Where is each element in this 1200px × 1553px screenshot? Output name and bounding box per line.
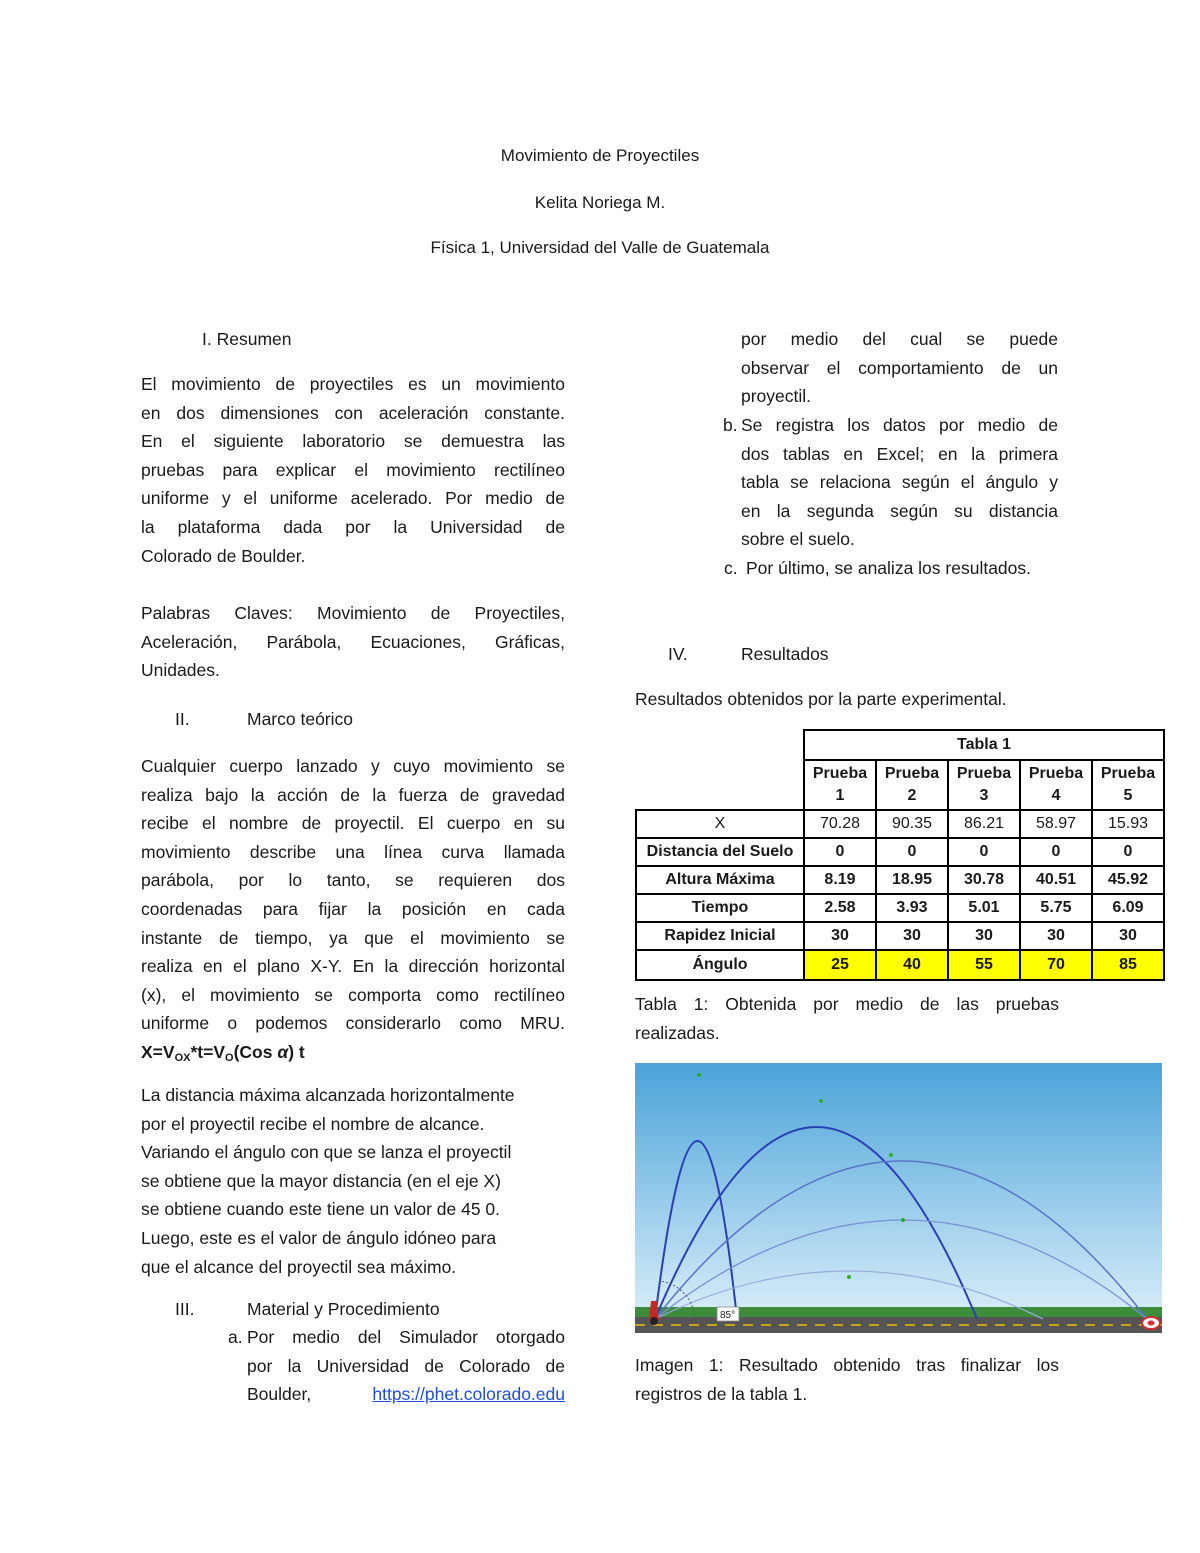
- table-row: [636, 922, 1164, 950]
- alcance-paragraph: [141, 1081, 565, 1281]
- resumen-line: en dos dimensiones con aceleración constante.: [141, 402, 565, 423]
- paper-title: Movimiento de Proyectiles: [500, 146, 700, 165]
- resumen-line: la plataforma dada por la Universidad de: [141, 516, 565, 537]
- column-header: Prueba 5: [1092, 760, 1164, 810]
- alpha-symbol: α: [277, 1041, 289, 1062]
- row-label: Ángulo: [636, 950, 804, 980]
- item-a-line: Por medio del Simulador otorgado: [247, 1327, 565, 1347]
- keywords-line: Palabras Claves: Movimiento de Proyectiles,: [141, 603, 565, 623]
- marco-number: II.: [175, 709, 190, 729]
- marco-heading: Marco teórico: [247, 709, 354, 729]
- item-a-marker: a.: [228, 1327, 243, 1347]
- table-cell: 2.58: [804, 894, 876, 922]
- column-header: Prueba 4: [1020, 760, 1092, 810]
- marco-line: realiza bajo la acción de la fuerza de gravedad: [141, 784, 565, 805]
- table-title-row: [636, 730, 1164, 760]
- table-caption-line: Tabla 1: Obtenida por medio de las pruebas: [635, 994, 1059, 1014]
- table-cell-highlight: 70: [1020, 950, 1092, 980]
- row-label: Distancia del Suelo: [636, 838, 804, 866]
- table-cell: 30: [1020, 922, 1092, 950]
- alcance-line: La distancia máxima alcanzada horizontalmente: [141, 1085, 515, 1105]
- table-cell: 70.28: [804, 810, 876, 838]
- table-cell: 0: [876, 838, 948, 866]
- item-b-line: tabla se relaciona según el ángulo y: [741, 472, 1058, 493]
- item-a-paragraph: [247, 1323, 565, 1409]
- table-cell-highlight: 55: [948, 950, 1020, 980]
- item-b-line: Se registra los datos por medio de: [741, 415, 1058, 435]
- table-caption-line: realizadas.: [635, 1022, 720, 1043]
- resumen-line: uniforme y el uniforme acelerado. Por medio de: [141, 488, 565, 509]
- item-a-cont-line: observar el comportamiento de un: [741, 357, 1058, 378]
- table-cell: 30: [948, 922, 1020, 950]
- material-heading: Material y Procedimiento: [247, 1299, 440, 1319]
- row-label: Altura Máxima: [636, 866, 804, 894]
- table-cell-highlight: 25: [804, 950, 876, 980]
- table-cell-highlight: 85: [1092, 950, 1164, 980]
- image-caption: [635, 1351, 1059, 1408]
- alcance-line: que el alcance del proyectil sea máximo.: [141, 1256, 457, 1277]
- item-a-line: por la Universidad de Colorado de: [247, 1355, 565, 1376]
- alcance-line: Luego, este es el valor de ángulo idóneo para: [141, 1227, 497, 1248]
- marco-line: instante de tiempo, ya que el movimiento se: [141, 927, 565, 948]
- author: Kelita Noriega M.: [534, 193, 666, 212]
- item-a-last-line: [247, 1380, 565, 1409]
- table-cell: 5.01: [948, 894, 1020, 922]
- table-cell: 6.09: [1092, 894, 1164, 922]
- column-header: Prueba 1: [804, 760, 876, 810]
- table-empty-corner: [636, 760, 804, 810]
- apex-marker: [901, 1218, 905, 1222]
- marco-line: (x), el movimiento se comporta como rectilíneo: [141, 984, 565, 1005]
- resultados-intro: Resultados obtenidos por la parte experimental.: [635, 689, 1007, 709]
- affiliation: Física 1, Universidad del Valle de Guatemala: [430, 238, 770, 257]
- image-caption-line: registros de la tabla 1.: [635, 1383, 808, 1404]
- marco-line: uniforme o podemos considerarlo como MRU.: [141, 1013, 565, 1034]
- apex-marker: [847, 1275, 851, 1279]
- marco-line: movimiento describe una línea curva llamada: [141, 841, 565, 862]
- alcance-line: se obtiene que la mayor distancia (en el eje X): [141, 1170, 501, 1191]
- resumen-line: pruebas para explicar el movimiento rectilíneo: [141, 459, 565, 480]
- table-cell: 58.97: [1020, 810, 1092, 838]
- table-cell: 0: [1092, 838, 1164, 866]
- table-caption: [635, 990, 1059, 1047]
- image-caption-line: Imagen 1: Resultado obtenido tras finalizar los: [635, 1355, 1059, 1375]
- table-cell: 3.93: [876, 894, 948, 922]
- resultados-heading: Resultados: [741, 644, 829, 664]
- table-empty-corner: [636, 730, 804, 760]
- table-cell: 30.78: [948, 866, 1020, 894]
- table-cell: 30: [804, 922, 876, 950]
- angle-label: 85°: [720, 1310, 736, 1321]
- resumen-paragraph: [141, 370, 565, 570]
- target-center: [1148, 1321, 1155, 1326]
- table-title: Tabla 1: [804, 730, 1164, 760]
- sky-background: [635, 1063, 1162, 1313]
- item-a-cont-line: proyectil.: [741, 386, 812, 407]
- table-row: [636, 810, 1164, 838]
- item-a-last-word: Boulder,: [247, 1384, 312, 1405]
- column-header: Prueba 3: [948, 760, 1020, 810]
- resultados-number: IV.: [668, 644, 688, 664]
- table-row: [636, 894, 1164, 922]
- item-b-paragraph: [741, 411, 1058, 554]
- table-cell-highlight: 40: [876, 950, 948, 980]
- alcance-line: Variando el ángulo con que se lanza el proyectil: [141, 1142, 512, 1163]
- ground-strip: [635, 1307, 1162, 1317]
- resumen-heading: I. Resumen: [202, 329, 292, 349]
- item-c-marker: c.: [724, 558, 738, 578]
- table-cell: 40.51: [1020, 866, 1092, 894]
- resumen-line: El movimiento de proyectiles es un movimiento: [141, 374, 565, 394]
- table-cell: 8.19: [804, 866, 876, 894]
- keywords-line: Aceleración, Parábola, Ecuaciones, Gráficas,: [141, 631, 565, 652]
- table-row: [636, 950, 1164, 980]
- table-cell: 18.95: [876, 866, 948, 894]
- apex-marker: [819, 1099, 823, 1103]
- resumen-line: Colorado de Boulder.: [141, 545, 306, 566]
- table-row: [636, 866, 1164, 894]
- results-table: [635, 729, 1165, 981]
- marco-line: coordenadas para fijar la posición en cada: [141, 898, 565, 919]
- table-cell: 15.93: [1092, 810, 1164, 838]
- table-cell: 45.92: [1092, 866, 1164, 894]
- row-label: Tiempo: [636, 894, 804, 922]
- marco-paragraph: [141, 752, 565, 1073]
- item-b-marker: b.: [723, 415, 738, 435]
- phet-link[interactable]: https://phet.colorado.edu: [372, 1384, 565, 1405]
- item-b-line: sobre el suelo.: [741, 529, 855, 550]
- marco-line: realiza en el plano X-Y. En la dirección horizontal: [141, 956, 565, 977]
- table-cell: 90.35: [876, 810, 948, 838]
- keywords-paragraph: [141, 599, 565, 685]
- table-cell: 0: [1020, 838, 1092, 866]
- table-cell: 86.21: [948, 810, 1020, 838]
- table-cell: 30: [876, 922, 948, 950]
- table-cell: 0: [948, 838, 1020, 866]
- resumen-line: En el siguiente laboratorio se demuestra las: [141, 431, 565, 452]
- simulation-image: [635, 1063, 1162, 1333]
- marco-line: recibe el nombre de proyectil. El cuerpo en su: [141, 813, 565, 834]
- cannon-base: [650, 1317, 658, 1325]
- table-cell: 0: [804, 838, 876, 866]
- row-label: Rapidez Inicial: [636, 922, 804, 950]
- alcance-line: se obtiene cuando este tiene un valor de 45 0.: [141, 1199, 501, 1220]
- row-label: X: [636, 810, 804, 838]
- table-row: [636, 838, 1164, 866]
- item-b-line: dos tablas en Excel; en la primera: [741, 443, 1058, 464]
- table-cell: 30: [1092, 922, 1164, 950]
- item-a-continuation: [741, 325, 1058, 411]
- material-number: III.: [175, 1299, 195, 1319]
- item-c-text: Por último, se analiza los resultados.: [746, 558, 1031, 578]
- table-cell: 5.75: [1020, 894, 1092, 922]
- item-a-cont-line: por medio del cual se puede: [741, 329, 1058, 349]
- marco-line: parábola, por lo tanto, se requieren dos: [141, 870, 565, 891]
- apex-marker: [889, 1153, 893, 1157]
- item-b-line: en la segunda según su distancia: [741, 500, 1058, 521]
- column-header: Prueba 2: [876, 760, 948, 810]
- apex-marker: [697, 1073, 701, 1077]
- keywords-line: Unidades.: [141, 660, 220, 681]
- marco-line: Cualquier cuerpo lanzado y cuyo movimiento se: [141, 756, 565, 776]
- alcance-line: por el proyectil recibe el nombre de alcance.: [141, 1113, 485, 1134]
- table-header-row: [636, 760, 1164, 810]
- formula: $X=V_{OX}*t=V_O(Cos$ α) t: [141, 1041, 305, 1064]
